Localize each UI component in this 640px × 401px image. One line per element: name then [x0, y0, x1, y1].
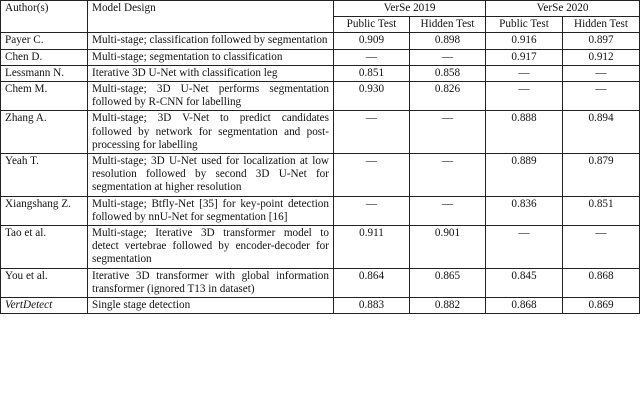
design-cell: Iterative 3D U-Net with classification leg	[88, 65, 334, 81]
design-cell: Iterative 3D transformer with global information transformer (ignored T13 in dataset)	[88, 268, 334, 297]
score-cell: 0.868	[563, 268, 640, 297]
score-cell: —	[334, 111, 410, 154]
design-cell: Multi-stage; classification followed by segmentation	[88, 33, 334, 49]
table-row	[1, 65, 640, 81]
score-cell: 0.882	[410, 298, 486, 314]
author-cell: Zhang A.	[1, 111, 88, 154]
score-cell: —	[334, 154, 410, 197]
author-cell: Chem M.	[1, 82, 88, 111]
score-cell: —	[486, 82, 563, 111]
design-cell: Multi-stage; Iterative 3D transformer model to detect vertebrae followed by encoder-decoder for segmentation	[88, 226, 334, 269]
score-cell: —	[563, 82, 640, 111]
score-cell: 0.883	[334, 298, 410, 314]
table-row	[1, 82, 640, 111]
author-cell: Payer C.	[1, 33, 88, 49]
score-cell: 0.836	[486, 196, 563, 225]
score-cell: 0.911	[334, 226, 410, 269]
table-row	[1, 226, 640, 269]
score-cell: 0.868	[486, 298, 563, 314]
score-cell: 0.912	[563, 49, 640, 65]
score-cell: 0.851	[334, 65, 410, 81]
table-row	[1, 49, 640, 65]
score-cell: 0.879	[563, 154, 640, 197]
header-row-top	[1, 1, 640, 17]
score-cell: 0.851	[563, 196, 640, 225]
score-cell: —	[486, 226, 563, 269]
table-row	[1, 268, 640, 297]
author-cell: You et al.	[1, 268, 88, 297]
col-header-2020-public: Public Test	[486, 17, 563, 33]
score-cell: —	[334, 196, 410, 225]
score-cell: 0.917	[486, 49, 563, 65]
design-cell: Multi-stage; 3D U-Net used for localization at low resolution followed by second 3D U-Net for segmentation at higher resolution	[88, 154, 334, 197]
score-cell: —	[410, 154, 486, 197]
author-cell: Chen D.	[1, 49, 88, 65]
score-cell: 0.888	[486, 111, 563, 154]
score-cell: 0.897	[563, 33, 640, 49]
score-cell: —	[410, 111, 486, 154]
design-cell: Multi-stage; Btfly-Net [35] for key-point detection followed by nnU-Net for segmentation [16]	[88, 196, 334, 225]
score-cell: 0.894	[563, 111, 640, 154]
col-header-author: Author(s)	[1, 1, 88, 33]
score-cell: 0.865	[410, 268, 486, 297]
score-cell: 0.898	[410, 33, 486, 49]
score-cell: 0.901	[410, 226, 486, 269]
author-cell: Tao et al.	[1, 226, 88, 269]
score-cell: 0.864	[334, 268, 410, 297]
table-row-vertdetect	[1, 298, 640, 314]
score-cell: 0.826	[410, 82, 486, 111]
col-header-2019-public: Public Test	[334, 17, 410, 33]
score-cell: 0.930	[334, 82, 410, 111]
author-cell: Lessmann N.	[1, 65, 88, 81]
design-cell: Single stage detection	[88, 298, 334, 314]
table-row	[1, 111, 640, 154]
score-cell: 0.916	[486, 33, 563, 49]
score-cell: —	[410, 196, 486, 225]
design-cell: Multi-stage; 3D U-Net performs segmentation followed by R-CNN for labelling	[88, 82, 334, 111]
author-cell: Yeah T.	[1, 154, 88, 197]
score-cell: —	[410, 49, 486, 65]
table-row	[1, 196, 640, 225]
score-cell: 0.845	[486, 268, 563, 297]
score-cell: 0.909	[334, 33, 410, 49]
score-cell: 0.889	[486, 154, 563, 197]
design-cell: Multi-stage; 3D V-Net to predict candidates followed by network for segmentation and post-processing for labelling	[88, 111, 334, 154]
score-cell: —	[563, 65, 640, 81]
score-cell: 0.858	[410, 65, 486, 81]
col-header-2019-hidden: Hidden Test	[410, 17, 486, 33]
author-cell: Xiangshang Z.	[1, 196, 88, 225]
col-header-verse2019: VerSe 2019	[334, 1, 486, 17]
table-row	[1, 33, 640, 49]
col-header-design: Model Design	[88, 1, 334, 33]
score-cell: —	[486, 65, 563, 81]
score-cell: —	[563, 226, 640, 269]
col-header-2020-hidden: Hidden Test	[563, 17, 640, 33]
table-row	[1, 154, 640, 197]
author-cell: VertDetect	[1, 298, 88, 314]
score-cell: —	[334, 49, 410, 65]
score-cell: 0.869	[563, 298, 640, 314]
col-header-verse2020: VerSe 2020	[486, 1, 640, 17]
design-cell: Multi-stage; segmentation to classification	[88, 49, 334, 65]
